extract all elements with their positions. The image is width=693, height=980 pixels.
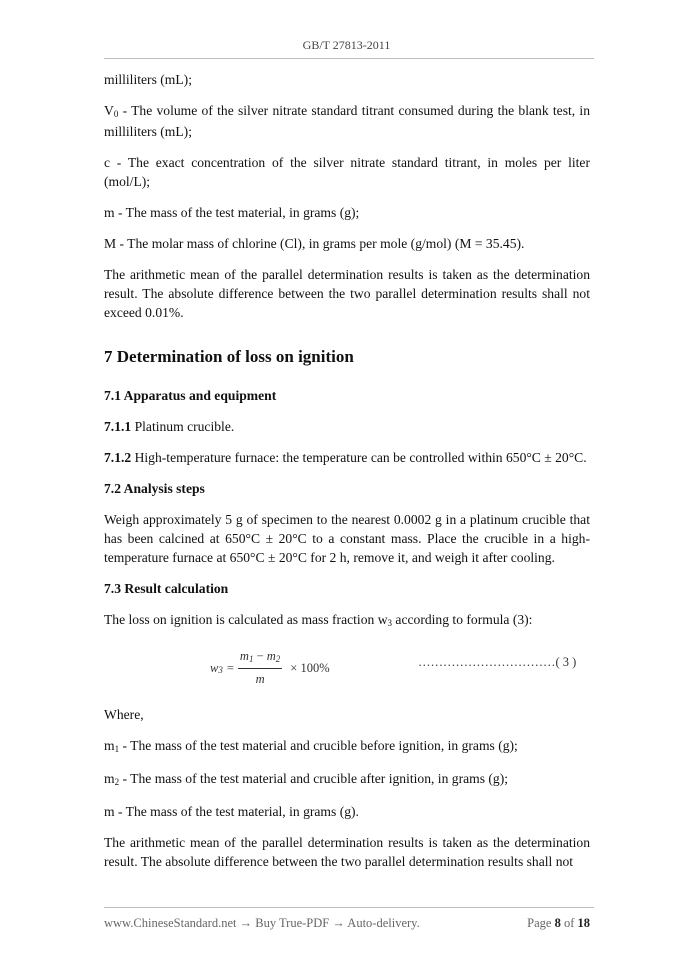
formula-times-100: × 100% bbox=[290, 660, 330, 675]
m-definition-2: m - The mass of the test material, in grams (g). bbox=[104, 804, 359, 819]
arrow-right-icon: → bbox=[332, 916, 345, 930]
m2-description: - The mass of the test material and crucible after ignition, in grams (g); bbox=[119, 771, 509, 786]
unit-continuation: milliliters (mL); bbox=[104, 72, 192, 87]
footer-promo bbox=[104, 916, 420, 931]
page-label: Page bbox=[527, 916, 555, 930]
formula-minus: − bbox=[253, 649, 267, 663]
formula-numerator bbox=[238, 647, 282, 669]
page-number bbox=[527, 916, 590, 931]
m-definition: m - The mass of the test material, in grams (g); bbox=[104, 205, 360, 220]
section-7-2-title: 7.2 Analysis steps bbox=[104, 481, 205, 496]
formula-lhs-subscript: 3 bbox=[218, 664, 223, 675]
total-pages: 18 bbox=[577, 916, 590, 930]
m1-subscript: 1 bbox=[114, 744, 120, 754]
calculation-intro-b: according to formula (3): bbox=[392, 612, 533, 627]
formula-equals: = bbox=[226, 660, 234, 675]
calculation-intro-subscript: 3 bbox=[387, 618, 393, 628]
footer-buy-text: Buy True-PDF bbox=[252, 916, 333, 930]
formula-fraction bbox=[238, 647, 282, 689]
formula-lhs: w bbox=[210, 660, 219, 675]
current-page: 8 bbox=[554, 916, 561, 930]
analysis-steps-text: Weigh approximately 5 g of specimen to the nearest 0.0002 g in a platinum crucible that has been calcined at 650°C ± 20°C to a constant mass. Place the crucible in a high-temperature furnace at 650°C ± 20°C for 2 h, remove it, and weigh it after cooling. bbox=[104, 512, 590, 565]
item-7-1-2 bbox=[104, 448, 590, 467]
formula-expression bbox=[210, 647, 330, 689]
section-7-1-title: 7.1 Apparatus and equipment bbox=[104, 388, 277, 403]
section-7-3-title: 7.3 Result calculation bbox=[104, 581, 229, 596]
item-7-1-2-text: High-temperature furnace: the temperature can be controlled within 650°C ± 20°C. bbox=[131, 450, 587, 465]
M-definition: M - The molar mass of chlorine (Cl), in grams per mole (g/mol) (M = 35.45). bbox=[104, 236, 525, 251]
calculation-intro-a: The loss on ignition is calculated as mass fraction w bbox=[104, 612, 388, 627]
calculation-intro bbox=[104, 610, 590, 631]
page-header: GB/T 27813-2011 bbox=[302, 38, 391, 52]
where-label: Where, bbox=[104, 707, 144, 722]
m1-definition bbox=[104, 736, 590, 757]
result-paragraph: The arithmetic mean of the parallel determination results is taken as the determination result. The absolute difference between the two parallel determination results shall not exceed 0.01%. bbox=[104, 267, 590, 320]
footer-divider bbox=[104, 907, 594, 908]
m2-definition bbox=[104, 769, 590, 790]
m2-subscript: 2 bbox=[114, 777, 120, 787]
formula-num-m2-sub: 2 bbox=[275, 654, 281, 664]
v0-definition bbox=[104, 101, 590, 141]
footer-site-link[interactable]: www.ChineseStandard.net bbox=[104, 916, 237, 930]
result-paragraph-2: The arithmetic mean of the parallel determination results is taken as the determination result. The absolute difference between the two parallel determination results shall not bbox=[104, 835, 590, 869]
item-7-1-1-number: 7.1.1 bbox=[104, 419, 132, 434]
item-7-1-2-number: 7.1.2 bbox=[104, 450, 132, 465]
page-of: of bbox=[560, 916, 578, 930]
m2-symbol: m bbox=[104, 771, 115, 786]
v0-symbol: V bbox=[104, 103, 114, 118]
formula-3 bbox=[104, 643, 590, 691]
m1-description: - The mass of the test material and crucible before ignition, in grams (g); bbox=[119, 738, 518, 753]
v0-subscript: 0 bbox=[113, 109, 119, 119]
item-7-1-1-text: Platinum crucible. bbox=[131, 419, 235, 434]
section-7-title: 7 Determination of loss on ignition bbox=[104, 347, 354, 366]
item-7-1-1 bbox=[104, 417, 590, 436]
c-definition: c - The exact concentration of the silver nitrate standard titrant, in moles per liter (mol/L); bbox=[104, 155, 590, 189]
formula-reference: ……………………………( 3 ) bbox=[418, 655, 577, 669]
footer-auto-text: Auto-delivery. bbox=[344, 916, 420, 930]
v0-description: - The volume of the silver nitrate standard titrant consumed during the blank test, in milliliters (mL); bbox=[104, 103, 590, 139]
header-divider bbox=[104, 58, 594, 59]
formula-num-m2: m bbox=[266, 649, 276, 663]
formula-num-m1: m bbox=[239, 649, 249, 663]
formula-denominator: m bbox=[255, 672, 265, 686]
m1-symbol: m bbox=[104, 738, 115, 753]
formula-num-m1-sub: 1 bbox=[248, 654, 254, 664]
page-content bbox=[104, 70, 590, 883]
arrow-right-icon: → bbox=[239, 916, 253, 930]
